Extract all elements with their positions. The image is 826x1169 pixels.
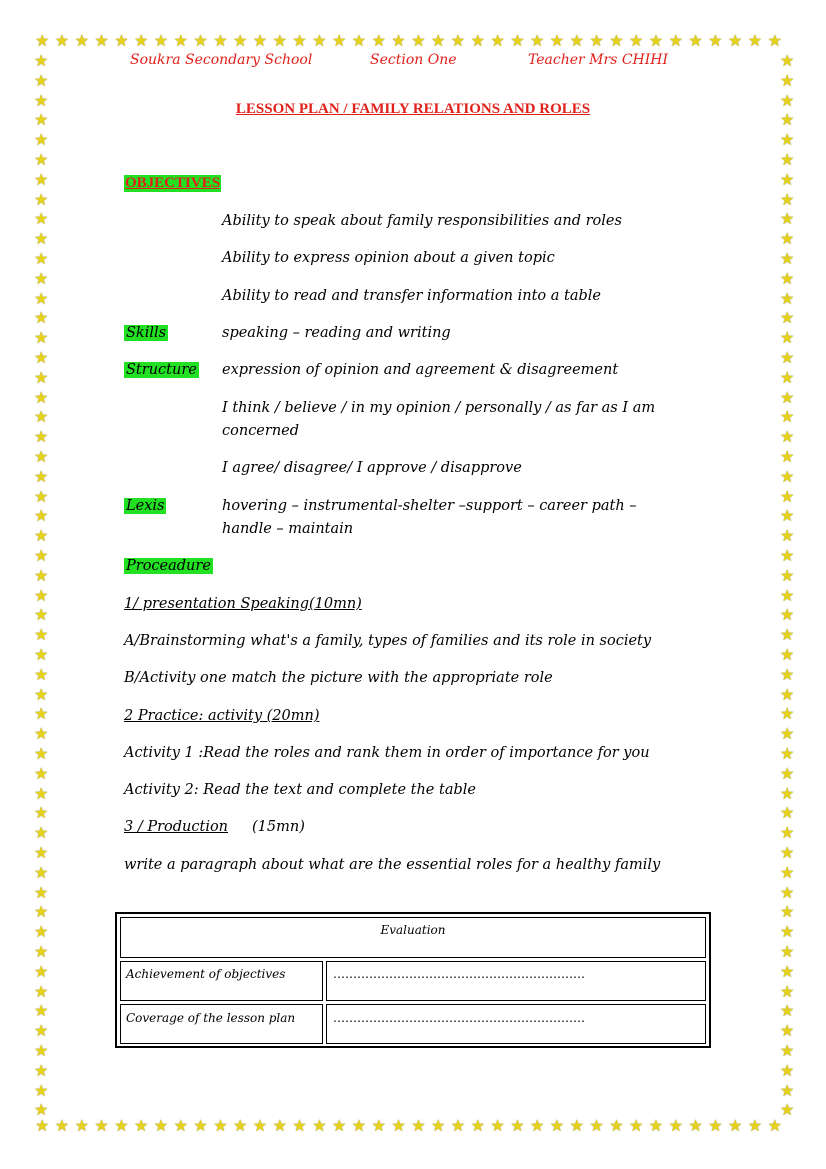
star-icon: ★ [780, 724, 795, 744]
procedure-step: write a paragraph about what are the essential roles for a healthy family [124, 857, 661, 873]
star-icon: ★ [780, 744, 795, 763]
star-icon: ★ [780, 585, 795, 605]
evaluation-row-label: Achievement of objectives [120, 961, 323, 1001]
star-icon: ★ [549, 31, 565, 50]
star-icon: ★ [114, 1116, 129, 1135]
evaluation-row-label: Coverage of the lesson plan [120, 1004, 323, 1044]
structure-line: expression of opinion and agreement & disagreement [222, 362, 619, 378]
star-icon: ★ [510, 1116, 525, 1135]
star-icon: ★ [411, 31, 426, 50]
star-icon: ★ [34, 1041, 49, 1060]
star-icon: ★ [34, 367, 49, 387]
star-icon: ★ [780, 1060, 795, 1080]
structure-line: concerned [222, 423, 300, 439]
star-icon: ★ [332, 1116, 347, 1135]
star-icon: ★ [272, 31, 287, 50]
star-icon: ★ [780, 862, 795, 882]
star-icon: ★ [490, 1116, 505, 1135]
star-icon: ★ [629, 1116, 644, 1135]
star-icon: ★ [34, 724, 49, 744]
star-icon: ★ [780, 506, 795, 526]
objectives-label: OBJECTIVES [125, 175, 221, 191]
star-icon: ★ [780, 625, 795, 645]
star-icon: ★ [780, 942, 795, 961]
star-icon: ★ [780, 823, 795, 843]
star-icon: ★ [780, 209, 795, 229]
star-icon: ★ [450, 31, 466, 50]
star-icon: ★ [34, 1060, 49, 1080]
star-icon: ★ [780, 90, 795, 110]
star-icon: ★ [767, 31, 782, 50]
star-icon: ★ [549, 1116, 565, 1135]
section-name: Section One [370, 52, 457, 68]
star-icon: ★ [252, 1116, 268, 1135]
skills-label: Skills [126, 325, 167, 341]
star-icon: ★ [134, 31, 149, 50]
objective-item: Ability to speak about family responsibilities and roles [222, 213, 622, 229]
star-icon: ★ [780, 565, 795, 585]
star-icon: ★ [252, 31, 268, 50]
teacher-name: Teacher Mrs CHIHI [528, 52, 669, 68]
structure-line: I agree/ disagree/ I approve / disapprove [222, 460, 522, 476]
evaluation-table [115, 912, 711, 1048]
procedure-step: Activity 2: Read the text and complete the table [124, 782, 476, 798]
star-icon: ★ [780, 902, 795, 922]
star-icon: ★ [780, 486, 795, 506]
star-icon: ★ [94, 1116, 109, 1135]
star-icon: ★ [431, 1116, 446, 1135]
star-icon: ★ [371, 31, 386, 50]
star-icon: ★ [34, 526, 49, 546]
star-icon: ★ [780, 961, 795, 981]
star-icon: ★ [34, 70, 49, 90]
star-icon: ★ [312, 31, 327, 50]
evaluation-row-value: ……………………………………………………… [326, 1004, 706, 1044]
star-icon: ★ [780, 288, 795, 308]
star-icon: ★ [233, 31, 248, 50]
star-icon: ★ [780, 367, 795, 387]
star-icon: ★ [780, 427, 795, 447]
star-icon: ★ [34, 625, 49, 645]
star-icon: ★ [213, 1116, 228, 1135]
star-icon: ★ [34, 1001, 49, 1021]
star-icon: ★ [780, 51, 795, 70]
star-icon: ★ [490, 31, 505, 50]
objective-item: Ability to express opinion about a given topic [222, 250, 555, 266]
star-icon: ★ [173, 1116, 188, 1135]
star-icon: ★ [431, 31, 446, 50]
star-icon: ★ [34, 922, 49, 942]
star-icon: ★ [780, 803, 795, 823]
procedure-step-heading: 2 Practice: activity (20mn) [124, 708, 320, 724]
procedure-label: Proceadure [126, 558, 211, 574]
star-icon: ★ [780, 447, 795, 466]
star-icon: ★ [780, 704, 795, 724]
star-icon: ★ [34, 308, 49, 328]
star-icon: ★ [34, 961, 49, 981]
star-icon: ★ [94, 31, 109, 50]
star-icon: ★ [668, 1116, 683, 1135]
star-icon: ★ [34, 486, 49, 506]
star-icon: ★ [728, 31, 743, 50]
star-icon: ★ [34, 783, 49, 803]
star-icon: ★ [34, 427, 49, 447]
star-icon: ★ [351, 1116, 367, 1135]
structure-label: Structure [126, 362, 197, 378]
star-icon: ★ [780, 150, 795, 169]
star-icon: ★ [411, 1116, 426, 1135]
star-icon: ★ [780, 249, 795, 268]
star-icon: ★ [34, 585, 49, 605]
star-icon: ★ [470, 31, 485, 50]
skills-value: speaking – reading and writing [222, 325, 451, 341]
star-icon: ★ [34, 447, 49, 466]
star-icon: ★ [648, 1116, 664, 1135]
star-icon: ★ [153, 31, 169, 50]
page-title: LESSON PLAN / FAMILY RELATIONS AND ROLES [235, 101, 591, 117]
star-icon: ★ [780, 1100, 795, 1120]
star-icon: ★ [450, 1116, 466, 1135]
star-icon: ★ [589, 1116, 604, 1135]
star-icon: ★ [193, 1116, 208, 1135]
star-icon: ★ [780, 605, 795, 625]
star-icon: ★ [34, 387, 49, 407]
star-icon: ★ [312, 1116, 327, 1135]
star-icon: ★ [34, 843, 49, 862]
star-icon: ★ [34, 268, 49, 288]
objective-item: Ability to read and transfer information into a table [222, 288, 601, 304]
star-icon: ★ [530, 31, 545, 50]
star-icon: ★ [780, 1001, 795, 1021]
page-header [0, 52, 826, 72]
star-icon: ★ [233, 1116, 248, 1135]
star-icon: ★ [173, 31, 188, 50]
star-icon: ★ [688, 1116, 703, 1135]
star-icon: ★ [668, 31, 683, 50]
star-icon: ★ [780, 684, 795, 704]
star-icon: ★ [470, 1116, 485, 1135]
star-icon: ★ [780, 130, 795, 150]
star-icon: ★ [609, 31, 624, 50]
star-icon: ★ [193, 31, 208, 50]
lexis-label: Lexis [126, 498, 165, 514]
star-icon: ★ [510, 31, 525, 50]
star-icon: ★ [34, 803, 49, 823]
star-icon: ★ [747, 1116, 763, 1135]
star-icon: ★ [54, 31, 70, 50]
star-icon: ★ [34, 565, 49, 585]
star-icon: ★ [780, 189, 795, 209]
star-icon: ★ [34, 407, 49, 427]
star-icon: ★ [780, 348, 795, 367]
star-icon: ★ [780, 546, 795, 565]
star-icon: ★ [34, 862, 49, 882]
star-icon: ★ [134, 1116, 149, 1135]
star-icon: ★ [34, 1100, 49, 1120]
star-icon: ★ [747, 31, 763, 50]
star-icon: ★ [34, 1021, 49, 1041]
star-icon: ★ [34, 51, 49, 70]
star-icon: ★ [34, 546, 49, 565]
star-icon: ★ [114, 31, 129, 50]
star-icon: ★ [780, 526, 795, 546]
star-icon: ★ [34, 209, 49, 229]
star-icon: ★ [34, 763, 49, 783]
star-icon: ★ [34, 169, 49, 189]
star-icon: ★ [34, 605, 49, 625]
star-icon: ★ [780, 664, 795, 684]
star-icon: ★ [34, 466, 49, 486]
star-icon: ★ [629, 31, 644, 50]
star-icon: ★ [34, 882, 49, 902]
star-icon: ★ [648, 31, 664, 50]
star-icon: ★ [391, 31, 406, 50]
procedure-step-heading: 3 / Production [124, 819, 229, 835]
star-icon: ★ [530, 1116, 545, 1135]
star-icon: ★ [371, 1116, 386, 1135]
star-icon: ★ [609, 1116, 624, 1135]
procedure-step-heading: 1/ presentation Speaking(10mn) [124, 596, 362, 612]
star-icon: ★ [34, 229, 49, 249]
star-icon: ★ [34, 684, 49, 704]
star-icon: ★ [780, 268, 795, 288]
star-icon: ★ [272, 1116, 287, 1135]
star-icon: ★ [780, 922, 795, 942]
star-icon: ★ [780, 843, 795, 862]
star-icon: ★ [708, 31, 723, 50]
star-icon: ★ [780, 169, 795, 189]
star-icon: ★ [780, 387, 795, 407]
star-icon: ★ [34, 130, 49, 150]
star-icon: ★ [34, 664, 49, 684]
star-icon: ★ [74, 1116, 89, 1135]
procedure-step: Activity 1 :Read the roles and rank them in order of importance for you [124, 745, 650, 761]
star-icon: ★ [780, 645, 795, 664]
star-icon: ★ [34, 902, 49, 922]
star-icon: ★ [34, 704, 49, 724]
star-icon: ★ [728, 1116, 743, 1135]
star-icon: ★ [34, 150, 49, 169]
star-icon: ★ [569, 1116, 584, 1135]
star-icon: ★ [213, 31, 228, 50]
star-icon: ★ [153, 1116, 169, 1135]
procedure-step: A/Brainstorming what's a family, types of families and its role in society [124, 633, 652, 649]
star-icon: ★ [780, 70, 795, 90]
star-icon: ★ [780, 328, 795, 348]
star-icon: ★ [391, 1116, 406, 1135]
star-icon: ★ [34, 506, 49, 526]
star-icon: ★ [34, 189, 49, 209]
star-icon: ★ [34, 942, 49, 961]
procedure-step: B/Activity one match the picture with the appropriate role [124, 670, 553, 686]
lexis-line: handle – maintain [222, 521, 354, 537]
school-name: Soukra Secondary School [130, 52, 313, 68]
star-icon: ★ [780, 407, 795, 427]
star-icon: ★ [54, 1116, 70, 1135]
star-icon: ★ [34, 249, 49, 268]
star-icon: ★ [767, 1116, 782, 1135]
star-icon: ★ [780, 308, 795, 328]
star-icon: ★ [569, 31, 584, 50]
star-icon: ★ [780, 981, 795, 1001]
star-icon: ★ [34, 90, 49, 110]
star-icon: ★ [34, 981, 49, 1001]
star-icon: ★ [74, 31, 89, 50]
star-icon: ★ [780, 882, 795, 902]
star-icon: ★ [35, 1116, 50, 1135]
star-icon: ★ [34, 328, 49, 348]
star-icon: ★ [34, 1080, 49, 1100]
star-icon: ★ [780, 1021, 795, 1041]
star-icon: ★ [780, 1041, 795, 1060]
star-icon: ★ [34, 110, 49, 130]
star-icon: ★ [688, 31, 703, 50]
star-icon: ★ [34, 645, 49, 664]
star-icon: ★ [34, 744, 49, 763]
star-icon: ★ [780, 783, 795, 803]
star-icon: ★ [780, 229, 795, 249]
star-icon: ★ [780, 110, 795, 130]
structure-line: I think / believe / in my opinion / personally / as far as I am [222, 400, 656, 416]
star-icon: ★ [34, 348, 49, 367]
star-icon: ★ [34, 288, 49, 308]
lexis-line: hovering – instrumental-shelter –support – career path – [222, 498, 637, 514]
star-icon: ★ [780, 1080, 795, 1100]
star-icon: ★ [292, 1116, 307, 1135]
star-icon: ★ [780, 466, 795, 486]
procedure-step-duration: (15mn) [252, 819, 305, 835]
star-icon: ★ [332, 31, 347, 50]
star-icon: ★ [351, 31, 367, 50]
star-icon: ★ [708, 1116, 723, 1135]
evaluation-title: Evaluation [120, 917, 706, 958]
star-icon: ★ [589, 31, 604, 50]
star-icon: ★ [35, 31, 50, 50]
evaluation-row-value: ……………………………………………………… [326, 961, 706, 1001]
star-icon: ★ [780, 763, 795, 783]
star-icon: ★ [292, 31, 307, 50]
star-icon: ★ [34, 823, 49, 843]
